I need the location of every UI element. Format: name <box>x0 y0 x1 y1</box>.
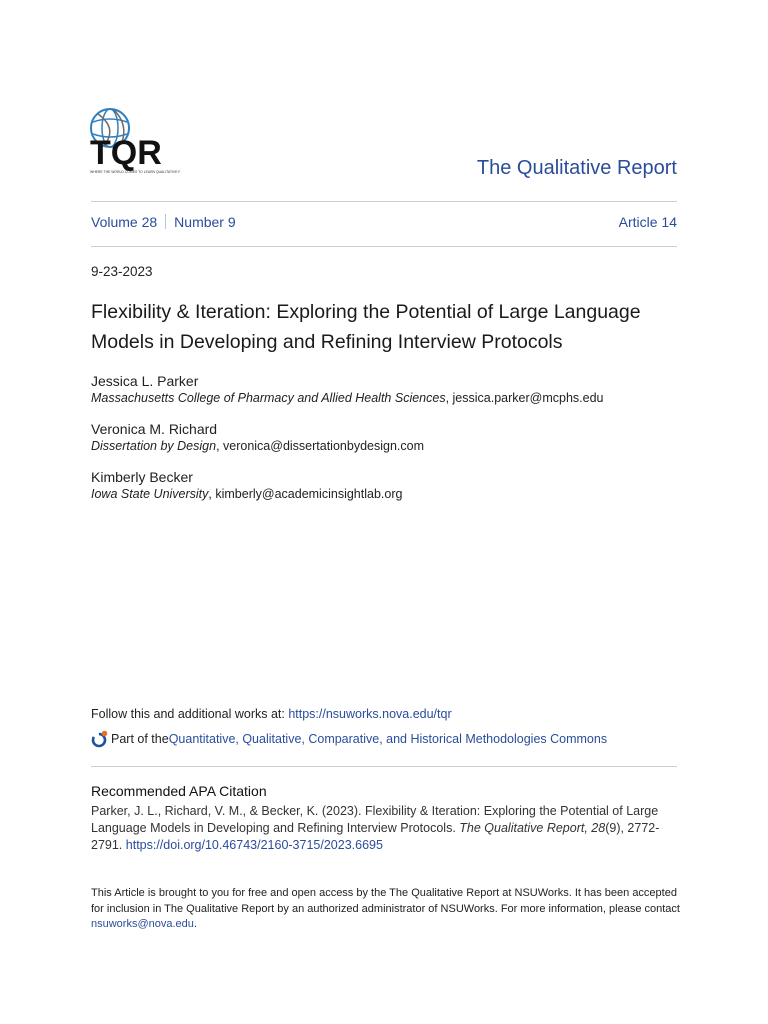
author-block <box>91 373 603 405</box>
author-affiliation: Massachusetts College of Pharmacy and Allied Health Sciences, jessica.parker@mcphs.edu <box>91 391 604 405</box>
divider <box>91 246 677 247</box>
author-block <box>91 469 402 501</box>
author-name: Jessica L. Parker <box>91 373 199 389</box>
author-email: , kimberly@academicinsightlab.org <box>208 487 403 501</box>
citation-issue-pages: (9), 2772-2791. <box>91 821 660 852</box>
network-commons-icon <box>91 730 109 748</box>
commons-link[interactable]: Quantitative, Qualitative, Comparative, and Historical Methodologies Commons <box>168 732 608 746</box>
author-name: Kimberly Becker <box>91 469 193 485</box>
tqr-collection-link[interactable]: https://nsuworks.nova.edu/tqr <box>288 707 452 721</box>
author-affiliation: Iowa State University, kimberly@academicinsightlab.org <box>91 487 403 501</box>
title-line-1: Flexibility & Iteration: Exploring the Potential of Large Language <box>91 301 641 323</box>
globe-logo-icon <box>88 106 180 182</box>
doi-link[interactable]: https://doi.org/10.46743/2160-3715/2023.6695 <box>125 838 383 852</box>
logo-text: TQR <box>90 134 162 172</box>
journal-name-link[interactable]: The Qualitative Report <box>476 157 677 179</box>
author-block <box>91 421 424 453</box>
issue-info <box>91 214 236 230</box>
title-line-2: Models in Developing and Refining Interview Protocols <box>91 331 563 353</box>
author-name: Veronica M. Richard <box>91 421 218 437</box>
access-notice-text: This Article is brought to you for free and open access by the The Qualitative Report at NSUWorks. It has been accepted for inclusion in The Qualitative Report by an authorized administrator of NSUWorks. For more information, please contact <box>91 887 680 915</box>
volume-link[interactable]: Volume 28 <box>91 214 158 230</box>
follow-line <box>91 707 452 721</box>
commons-line <box>91 730 607 748</box>
tqr-logo <box>88 106 180 182</box>
apa-citation <box>91 803 681 854</box>
number-link[interactable]: Number 9 <box>174 214 236 230</box>
issue-separator <box>165 214 166 229</box>
access-notice: This Article is brought to you for free and open access by the The Qualitative Report at NSUWorks. It has been accepted for inclusion in The Qualitative Report by an authorized administrator of NSUWorks. For more information, please contact nsuworks@nova.edu. <box>91 887 680 930</box>
citation-heading: Recommended APA Citation <box>91 783 267 799</box>
author-email: , jessica.parker@mcphs.edu <box>445 391 604 405</box>
follow-prefix: Follow this and additional works at: <box>91 707 289 721</box>
divider <box>91 766 677 767</box>
article-title <box>91 297 691 357</box>
publication-date: 9-23-2023 <box>91 264 153 279</box>
divider <box>91 201 677 202</box>
citation-text: Parker, J. L., Richard, V. M., & Becker, K. (2023). Flexibility & Iteration: Exploring the Potential of Large Language Models in Developing and Refining Interview Protocols. <box>91 804 659 835</box>
logo-tagline: WHERE THE WORLD COMES TO LEARN QUALITATIVE <box>90 170 178 174</box>
author-email: , veronica@dissertationbydesign.com <box>216 439 424 453</box>
commons-prefix: Part of the <box>111 732 169 746</box>
article-number-link[interactable]: Article 14 <box>618 214 677 230</box>
citation-journal: The Qualitative Report, 28 <box>459 821 606 835</box>
author-affiliation: Dissertation by Design, veronica@dissertationbydesign.com <box>91 439 424 453</box>
contact-email-link[interactable]: nsuworks@nova.edu <box>91 918 194 930</box>
